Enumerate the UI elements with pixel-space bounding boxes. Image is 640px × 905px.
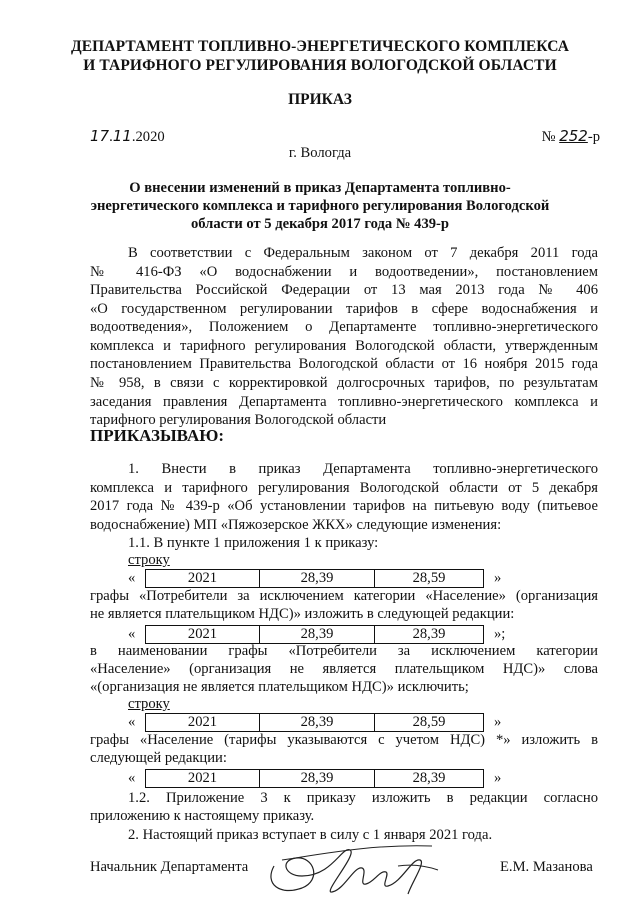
subject-line1: О внесении изменений в приказ Департамента топливно- [129,180,511,196]
preamble-line: В соответствии с Федеральным законом от 7 декабря 2011 года [128,245,598,261]
tariff-value-2: 28,39 [375,770,484,788]
graph2-line: графы «Население (тарифы указываются с учетом НДС) *» изложить в [90,732,598,748]
preamble-line: № 958, в связи с корректировкой долгосрочных тарифов, по результатам [90,375,598,391]
naming-line: «Население» (организация не является плательщиком НДС)» слова [90,661,598,677]
tariff-year: 2021 [146,626,260,644]
tariff-value-1: 28,39 [260,770,375,788]
department-name-line1: ДЕПАРТАМЕНТ ТОПЛИВНО-ЭНЕРГЕТИЧЕСКОГО КОМПЛЕКСА [70,38,570,55]
item1-1-heading: 1.1. В пункте 1 приложения 1 к приказу: [128,535,379,551]
date-day: 17 [90,127,110,145]
naming-line: «(организация не является плательщиком НДС)» исключить; [90,679,469,695]
department-name-line2: И ТАРИФНОГО РЕГУЛИРОВАНИЯ ВОЛОГОДСКОЙ ОБЛАСТИ [83,57,557,74]
tariff-value-2: 28,59 [375,714,484,732]
signatory-title: Начальник Департамента [90,859,249,875]
document-number: № 252-р [541,127,600,145]
tariff-year: 2021 [146,570,260,588]
document-date: 17.11.2020 [90,127,165,145]
number-value: 252 [559,127,588,145]
tariff-table [145,569,484,588]
tariff-table [145,713,484,732]
stroku-label: строку [128,696,170,712]
tariff-table [145,769,484,788]
graph1-line: не является плательщиком НДС)» изложить в следующей редакции: [90,606,515,622]
tariff-value-2: 28,39 [375,626,484,644]
tariff-value-1: 28,39 [260,626,375,644]
naming-line: в наименовании графы «Потребители за исключением категории [90,643,598,659]
stroku-label: строку [128,552,170,568]
subject-line3: области от 5 декабря 2017 года № 439-р [190,216,450,232]
date-year: .2020 [131,129,165,145]
city: г. Вологда [288,145,352,161]
item2-line: 2. Настоящий приказ вступает в силу с 1 января 2021 года. [128,827,493,843]
subject-line2: энергетического комплекса и тарифного регулирования Вологодской [90,198,550,214]
tariff-value-1: 28,39 [260,570,375,588]
item1-line: 2017 года № 439-р «Об установлении тарифов на питьевую воду (питьевое [90,498,598,514]
item1-line: комплекса и тарифного регулирования Вологодской области от 5 декабря [90,480,598,496]
preamble-line: № 416-ФЗ «О водоснабжении и водоотведении», постановлением [90,264,598,280]
tariff-value-1: 28,39 [260,714,375,732]
item1-line: водоснабжение) МП «Пяжозерское ЖКХ» следующие изменения: [90,517,502,533]
item1-2-line: 1.2. Приложение 3 к приказу изложить в редакции согласно [128,790,598,806]
preamble-line: «О государственном регулировании тарифов в сфере водоснабжения и [90,301,598,317]
graph2-line: следующей редакции: [90,750,227,766]
preamble-line: постановлением Правительства Вологодской области от 16 ноября 2015 года [90,356,598,372]
document-type: ПРИКАЗ [288,91,352,108]
preamble-line: комплекса и тарифного регулирования Вологодской области, утвержденным [90,338,598,354]
graph1-line: графы «Потребители за исключением категории «Население» (организация [90,588,598,604]
tariff-row: « 2021 28,39 28,59 » [128,570,502,586]
tariff-year: 2021 [146,714,260,732]
item1-line: 1. Внести в приказ Департамента топливно-энергетического [128,461,598,477]
order-word: ПРИКАЗЫВАЮ: [90,426,225,445]
preamble-line: водоотведения», Положением о Департаменте топливно-энергетического [90,319,598,335]
tariff-row: « 2021 28,39 28,39 » [128,770,502,786]
signatory-name: Е.М. Мазанова [500,859,593,875]
preamble-line: тарифного регулирования Вологодской области [90,412,387,428]
preamble-line: заседания правления Департамента топливно-энергетического комплекса и [90,394,598,410]
handwritten-signature [262,836,442,898]
preamble-line: Правительства Российской Федерации от 13 мая 2013 года № 406 [90,282,598,298]
tariff-year: 2021 [146,770,260,788]
tariff-row: « 2021 28,39 28,39 »; [128,626,506,642]
tariff-value-2: 28,59 [375,570,484,588]
item1-2-line: приложению к настоящему приказу. [90,808,315,824]
tariff-row: « 2021 28,39 28,59 » [128,714,502,730]
date-month: 11 [112,127,132,145]
